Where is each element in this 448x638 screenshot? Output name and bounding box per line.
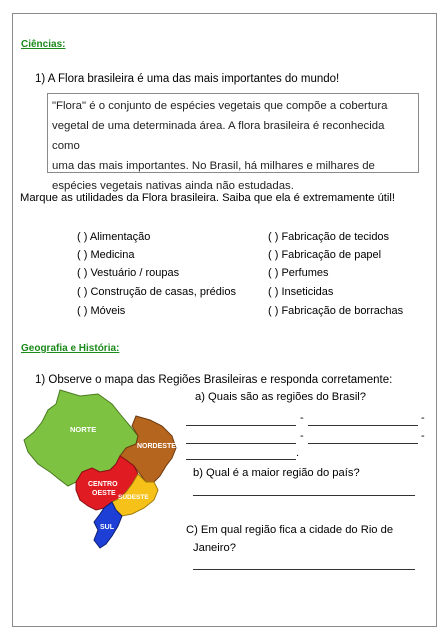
flora-definition-box xyxy=(47,93,419,192)
dash-separator: - xyxy=(421,430,425,442)
dash-separator: - xyxy=(300,412,304,424)
map-label-norte: NORTE xyxy=(70,425,97,434)
answer-line-b[interactable] xyxy=(193,495,415,496)
map-label-oeste: OESTE xyxy=(92,490,116,497)
box-line: uma das mais importantes. No Brasil, há milhares e milhares de xyxy=(52,160,375,172)
option-inseticidas[interactable]: ( ) Inseticidas xyxy=(268,286,334,298)
answer-line[interactable] xyxy=(308,425,418,426)
option-alimentacao[interactable]: ( ) Alimentação xyxy=(77,231,151,243)
answer-line[interactable] xyxy=(308,443,418,444)
question-c-line2: Janeiro? xyxy=(193,542,236,554)
section-title-ciencias: Ciências: xyxy=(21,39,66,50)
section-title-geografia: Geografia e História: xyxy=(21,343,120,354)
map-label-centro: CENTRO xyxy=(88,481,118,488)
option-vestuario[interactable]: ( ) Vestuário / roupas xyxy=(77,267,180,279)
option-tecidos[interactable]: ( ) Fabricação de tecidos xyxy=(268,231,390,243)
answer-line[interactable] xyxy=(186,425,296,426)
option-borrachas[interactable]: ( ) Fabricação de borrachas xyxy=(268,305,404,317)
box-line: vegetal de uma determinada área. A flora brasileira é reconhecida como xyxy=(52,120,385,152)
dash-separator: - xyxy=(300,430,304,442)
answer-line-c[interactable] xyxy=(193,569,415,570)
question-1-flora: 1) A Flora brasileira é uma das mais importantes do mundo! xyxy=(35,73,340,85)
option-perfumes[interactable]: ( ) Perfumes xyxy=(268,267,329,279)
option-construcao[interactable]: ( ) Construção de casas, prédios xyxy=(77,286,236,298)
option-papel[interactable]: ( ) Fabricação de papel xyxy=(268,249,382,261)
answer-line[interactable] xyxy=(186,459,296,460)
question-c-line1: C) Em qual região fica a cidade do Rio de xyxy=(186,524,394,536)
option-medicina[interactable]: ( ) Medicina xyxy=(77,249,135,261)
box-line: espécies vegetais nativas ainda não estudadas. xyxy=(52,180,294,192)
instruction-text: Marque as utilidades da Flora brasileira. Saiba que ela é extremamente útil! xyxy=(20,192,395,204)
answer-line[interactable] xyxy=(186,443,296,444)
option-moveis[interactable]: ( ) Móveis xyxy=(77,305,126,317)
question-1-mapa: 1) Observe o mapa das Regiões Brasileiras e responda corretamente: xyxy=(35,374,393,386)
question-a: a) Quais são as regiões do Brasil? xyxy=(195,391,367,403)
map-label-sudeste: SUDESTE xyxy=(118,494,149,501)
dash-separator: - xyxy=(421,412,425,424)
period: . xyxy=(296,447,300,459)
box-line: "Flora" é o conjunto de espécies vegetais que compõe a cobertura xyxy=(52,100,388,112)
map-label-sul: SUL xyxy=(100,524,114,531)
question-b: b) Qual é a maior região do país? xyxy=(193,467,360,479)
map-label-nordeste: NORDESTE xyxy=(137,443,176,450)
brazil-regions-map xyxy=(20,386,192,558)
